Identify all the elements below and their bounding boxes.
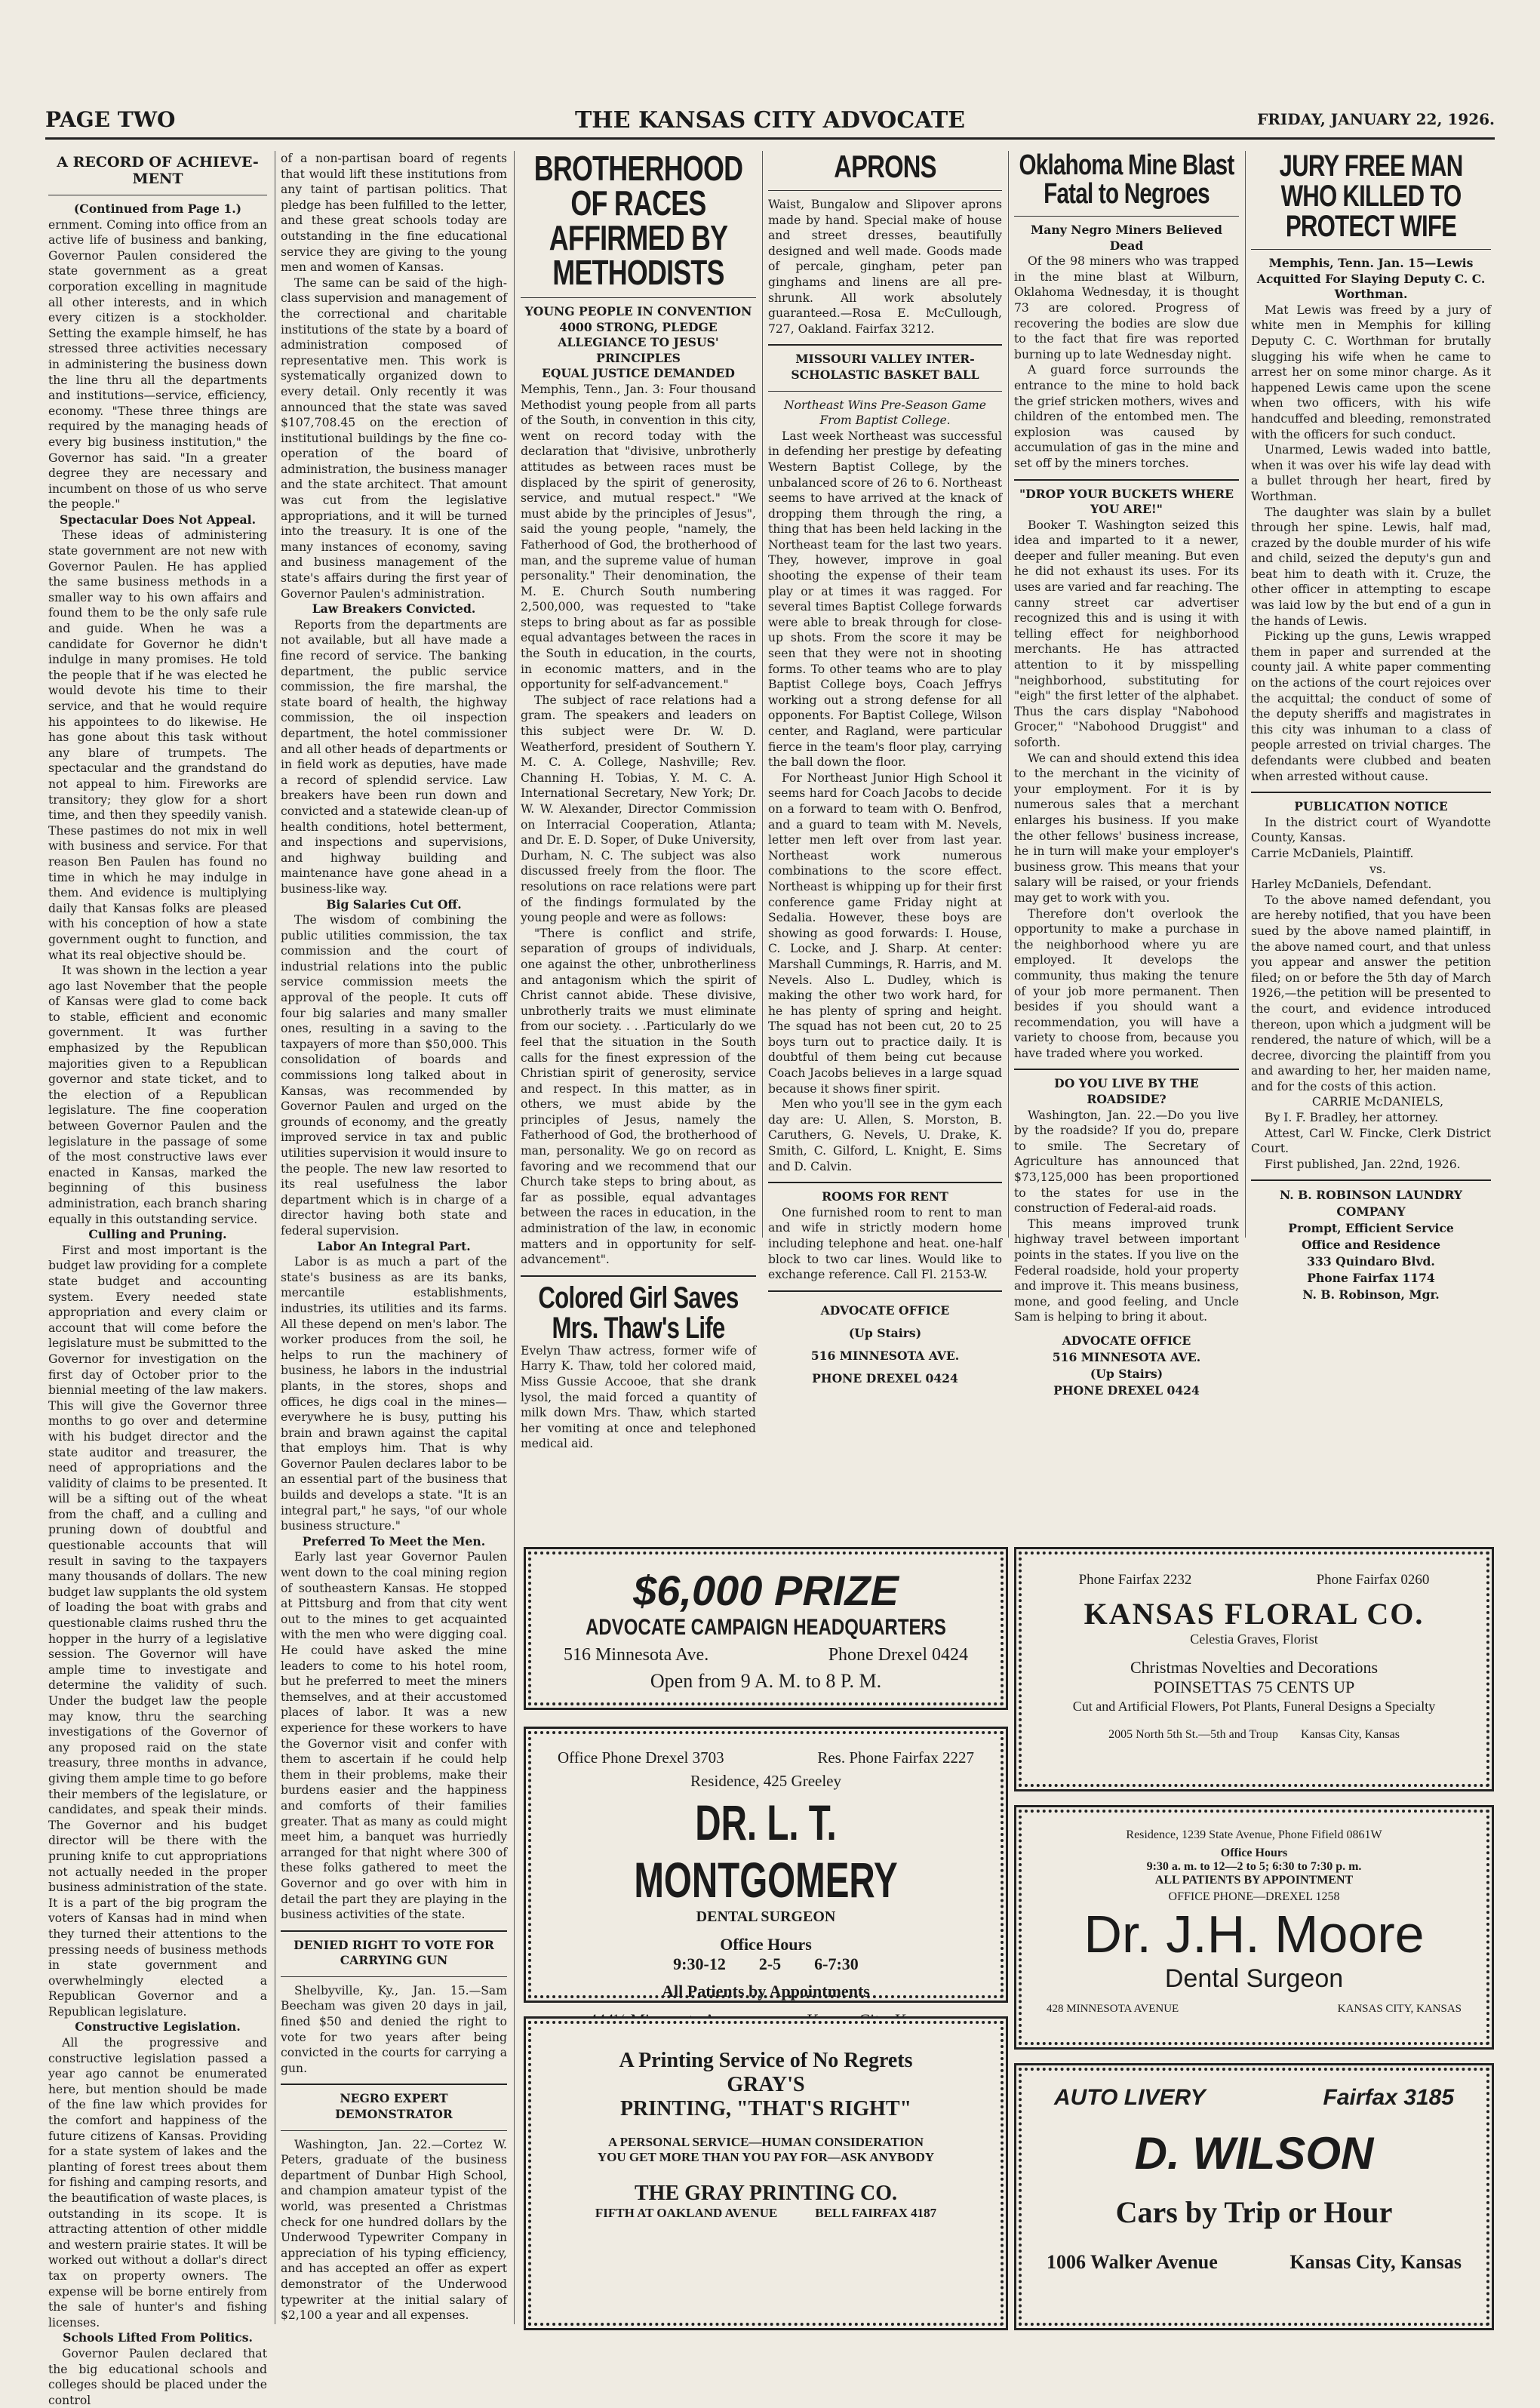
- article-paragraph: Men who you'll see in the gym each day are: U. Allen, S. Morston, B. Caruthers, G. Nevels, U. Drake, K. Smith, C. Gilford, L. Knight, E. Sims and D. Calvin.: [768, 1097, 1002, 1173]
- article-paragraph: The same can be said of the high-class supervision and management of the correctional and charitable institutions of the state by a board of administration composed of representative men. This work is systematically organized down to every detail. Only recently it was announced that the state was saved $107,708.45 on the erection of institutional buildings by the fine co-operation of the board of administration, the business manager and the state architect. That amount was cut from the legislative appropriations, and it will be turned into the treasury. It is one of the many instances of economy, saving and business management of the state's affairs during the first year of Governor Paulen's administration.: [281, 275, 507, 601]
- article-headline: PUBLICATION NOTICE: [1294, 799, 1448, 814]
- gray-printing-ad: A Printing Service of No Regrets GRAY'S PRINTING, "THAT'S RIGHT" A PERSONAL SERVICE—HUMAN CONSIDERATION YOU GET MORE THAN YOU PAY FOR—ASK ANYBODY THE GRAY PRINTING CO. FIFTH AT OAKLAND AVENUE BELL FAIRFAX 4187: [524, 2016, 1008, 2330]
- article-paragraph: Waist, Bungalow and Slipover aprons made by hand. Special make of house and street dresses, beautifully designed and well made. Goods made of percale, gingham, peter pan ginghams and linens are all pre-shrunk. All work absolutely guaranteed.—Rosa E. McCullough, 727, Oakland. Fairfax 3212.: [768, 198, 1002, 336]
- subhead: Preferred To Meet the Men.: [302, 1533, 486, 1548]
- column-3: [521, 149, 756, 1451]
- article-paragraph: To the above named defendant, you are hereby notified, that you have been sued by the above named plaintiff, in the above named court, and that unless you appear and answer the petition filed; on or before the 5th day of March 1926,—the petition will be presented to the court, and evidence introduced thereon, upon which a judgment will be rendered, the nature of which, will be a decree, divorcing the plaintiff from you and awarding to her, her maiden name, and for the costs of this action.: [1251, 893, 1491, 1093]
- article-paragraph: Washington, Jan. 22.—Cortez W. Peters, graduate of the business department of Dunbar High School, and champion amateur typist of the world, was presented a Christmas check for one hundred dollars by the Underwood Typewriter Company in appreciation of his typing efficiency, and has accepted an offer as expert demonstrator of the Underwood typewriter at the initial salary of $2,100 a year and all expenses.: [281, 2137, 507, 2323]
- article-headline: DO YOU LIVE BY THE ROADSIDE?: [1054, 1076, 1199, 1107]
- article-paragraph: It was shown in the lection a year ago last November that the people of Kansas were glad to come back to stable, efficient and economic government. It was further emphasized by the Republican majorities given to a Republican governor and state ticket, and to the election of a Republican legislature. The fine cooperation between Governor Paulen and the legislature in the passage of some of the most constructive laws ever enacted in Kansas, marked the beginning of this business administration, each branch sharing equally in this outstanding service.: [48, 964, 267, 1226]
- advocate-office-box: ADVOCATE OFFICE 516 MINNESOTA AVE. (Up Stairs) PHONE DREXEL 0424: [1052, 1333, 1201, 1398]
- article-paragraph: The subject of race relations had a gram. The speakers and leaders on this subject were Dr. W. D. Weatherford, president of Southern Y. M. C. A. College, Nashville; Rev. Channing H. Tobias, Y. M. C. A. International Secretary, New York; Dr. W. W. Alexander, Director Commission on Interracial Cooperation, Atlanta; and Dr. E. D. Soper, of Duke University, Durham, N. C. The subject was also discussed freely from the floor. The resolutions on race relations were part of the findings formulated by the young people and were as follows:: [521, 693, 756, 925]
- subhead: Constructive Legislation.: [75, 2019, 241, 2034]
- laundry-ad: N. B. ROBINSON LAUNDRY COMPANY Prompt, Efficient Service Office and Residence 333 Quindaro Blvd. Phone Fairfax 1174 N. B. Robinson, Mgr.: [1280, 1188, 1462, 1302]
- deck: YOUNG PEOPLE IN CONVENTION 4000 STRONG, PLEDGE ALLEGIANCE TO JESUS' PRINCIPLES: [524, 304, 752, 365]
- continued-line: (Continued from Page 1.): [73, 201, 242, 216]
- advocate-office-box: ADVOCATE OFFICE (Up Stairs) 516 MINNESOTA AVE. PHONE DREXEL 0424: [810, 1302, 960, 1385]
- subhead: Culling and Pruning.: [88, 1227, 227, 1242]
- montgomery-ad: Office Phone Drexel 3703 Res. Phone Fairfax 2227 Residence, 425 Greeley DR. L. T. MONTGOMERY DENTAL SURGEON Office Hours 9:30-12 2-5 6-7:30 All Patients by Appointments: [524, 1727, 1008, 2003]
- issue-date: FRIDAY, JANUARY 22, 1926.: [1257, 110, 1495, 128]
- column-1: [48, 151, 267, 2407]
- article-paragraph: Labor is as much a part of the state's business as are its banks, mercantile establishments, industries, its utilities and its farms. All these depend on men's labor. The worker produces from the soil, he helps to run the machinery of business, he labors in the industrial plants, in the stores, shops and offices, he digs coal in the mines—everywhere he is busy, putting his brain and brawn against the capital that employs him. That is why Governor Paulen declares labor to be an essential part of the business that builds and develops a state. "It is an integral part," he says, "of our whole business structure.": [281, 1255, 507, 1533]
- subhead: Spectacular Does Not Appeal.: [59, 512, 256, 527]
- article-paragraph: of a non-partisan board of regents that would lift these institutions from any taint of partisan politics. That pledge has been fulfilled to the letter, and these great schools today are outstanding in the fine educational service they are giving to the young men and women of Kansas.: [281, 152, 507, 275]
- article-paragraph: Picking up the guns, Lewis wrapped them in paper and surrended at the county jail. A white paper commenting on the actions of the court rejoices over the acquittal; the conduct of some of the deputy sheriffs and magistrates in this city was inhuman to a class of people arrested on trivial charges. The defendants were clubbed and beaten when arrested without cause.: [1251, 629, 1491, 783]
- article-headline: DENIED RIGHT TO VOTE FOR CARRYING GUN: [294, 1937, 494, 1968]
- article-paragraph: One furnished room to rent to man and wife in strictly modern home including telephone and heat. one-half block to two car lines. Would like to exchange reference. Call Fl. 2153-W.: [768, 1205, 1002, 1282]
- article-headline: A RECORD OF ACHIEVE-MENT: [57, 154, 259, 187]
- article-paragraph: These ideas of administering state government are not new with Governor Paulen. He has applied the same business methods in a smaller way to his own affairs and found them to be the only safe rule and guide. When he was a candidate for Governor he didn't indulge in many promises. He told the people that if he was elected he would devote his time to their service, and that he would require his appointees to do likewise. He has gone about this task without any blare of trumpets. The spectacular and the grandstand do not appeal to him. Fireworks are transitory; they glow for a short time, and then they speedily vanish. These pastimes do not mix in well with business and service. For that reason Ben Paulen has found no time in which he may indulge in them. And evidence is multiplying daily that Kansas folks are pleased with his conception of how a state government ought to function, and what its real objective should be.: [48, 528, 267, 962]
- article-paragraph: Of the 98 miners who was trapped in the mine blast at Wilburn, Oklahoma Wednesday, it is thought 73 are colored. Progress of recovering the bodies are slow due to the fact that fire was reported burning up to late Wednesday night.: [1014, 254, 1239, 361]
- article-paragraph: The wisdom of combining the public utilities commission, the tax commission and the court of industrial relations into the public service commission meets the approval of the people. It cuts off four big salaries and many smaller ones, resulting in a saving to the taxpayers of more than $50,000. This consolidation of boards and commissions long talked about in Kansas, was recommended by Governor Paulen and urged on the grounds of economy, and the greatly improved service in tax and public utilities supervision it would insure to the people. The new law resorted to its real usefulness the labor department which is in charge of a director having both state and federal supervision.: [281, 913, 507, 1238]
- article-paragraph: Evelyn Thaw actress, former wife of Harry K. Thaw, told her colored maid, Miss Gussie Accooe, that she drank lysol, the maid forced a quantity of milk down Mrs. Thaw, which started her vomiting at once and telephoned medical aid.: [521, 1343, 756, 1451]
- kansas-floral-ad: Phone Fairfax 2232 Phone Fairfax 0260 KANSAS FLORAL CO. Celestia Graves, Florist Christmas Novelties and Decorations POINSETTAS 75 CENTS UP Cut and Artificial Flowers, Pot Plants, Funeral Designs a Specialty 2005 North 5th St.—5th and Troup Kansas City, Kansas: [1014, 1547, 1494, 1791]
- deck: Northeast Wins Pre-Season Game From Baptist College.: [783, 398, 987, 428]
- article-paragraph: Harley McDaniels, Defendant.: [1251, 878, 1432, 892]
- column-divider: [514, 151, 515, 2324]
- deck: Many Negro Miners Believed Dead: [1031, 223, 1222, 253]
- subhead: Big Salaries Cut Off.: [326, 896, 462, 912]
- prize-ad: $6,000 PRIZE ADVOCATE CAMPAIGN HEADQUARTERS 516 Minnesota Ave. Phone Drexel 0424 Open from 9 A. M. to 8 P. M.: [524, 1547, 1008, 1710]
- article-headline: ROOMS FOR RENT: [822, 1189, 948, 1204]
- article-paragraph: Attest, Carl W. Fincke, Clerk District Court.: [1251, 1126, 1491, 1156]
- article-paragraph: Shelbyville, Ky., Jan. 15.—Sam Beecham was given 20 days in jail, fined $50 and denied the right to vote for two years after being convicted in the courts for carrying a gun.: [281, 1983, 507, 2075]
- article-paragraph: We can and should extend this idea to the merchant in the vicinity of your employment. For it is by numerous sales that a merchant enlarges his business. If you make the other fellows' business increase, he in turn will make your employer's business grow. This means that your salary will be raised, or your friends may get to work with you.: [1014, 751, 1239, 905]
- article-paragraph: Governor Paulen declared that the big educational schools and colleges should be placed under the control: [48, 2346, 267, 2407]
- column-2: [281, 151, 507, 2332]
- article-headline: MISSOURI VALLEY INTER-SCHOLASTIC BASKET BALL: [791, 352, 979, 382]
- article-headline: JURY FREE MAN WHO KILLED TO PROTECT WIFE: [1279, 149, 1463, 243]
- article-paragraph: For Northeast Junior High School it seems hard for Coach Jacobs to decide on a forward to team with O. Benfrod, and a guard to team with M. Nevels, letter men left over from last year. Northeast work numerous combinations to the score effect. Northeast is whipping up for their first conference game Friday night at Sedalia. However, these boys are showing as good forwards: I. House, C. Locke, and J. Sharp. At center: Marshall Cummings, R. Harris, and M. Nevels. Also L. Dudley, which is making the other two work hard, for he has plenty of spring and height. The squad has not been cut, 20 to 25 boys turn out to practice daily. It is doubtful of them being cut because Coach Jacobs believes in a large squad because it shows finer spirit.: [768, 770, 1002, 1096]
- masthead: [45, 103, 1495, 140]
- article-paragraph: Memphis, Tenn., Jan. 3: Four thousand Methodist young people from all parts of the South, in convention in this city, went on record today with the declaration that "divisive, unbrotherly attitudes as between races must be displaced by the spirit of generosity, service, and mutual respect." "We must abide by the principles of Jesus", said the young people, "namely, the Fatherhood of God, the brotherhood of man, and the supreme value of human personality." Their denomination, the M. E. Church South numbering 2,500,000, was requested to "take steps to bring about as far as possible equal advantages between the races in the South in education, in the courts, in economic matters, and in the opportunity for self-advancement.": [521, 382, 756, 692]
- page-label: PAGE TWO: [45, 107, 176, 132]
- article-paragraph: Unarmed, Lewis waded into battle, when it was over his wife lay dead with a bullet through her heart, fired by Worthman.: [1251, 443, 1491, 503]
- article-paragraph: Carrie McDaniels, Plaintiff.: [1251, 846, 1414, 860]
- article-headline: APRONS: [834, 149, 936, 184]
- article-paragraph: Last week Northeast was successful in defending her prestige by defeating Western Baptist College, by the unbalanced score of 26 to 6. Northeast seems to have arrived at the knack of dropping them through the ring, a thing that has been held lacking in the Northeast team for the last two years. They, however, improve in goal shooting the expense of their team play or at times it was ragged. For several times Baptist College forwards were able to break through for close-up shots. From the score it may be seen that they were not in shooting forms. To other teams who are to play Baptist College boys, Coach Jeffrys working out a strong defense for all opponents. For Baptist College, Wilson center, and Ragland, were particular fierce in the team's floor play, carrying the ball down the floor.: [768, 429, 1002, 770]
- subhead: Law Breakers Convicted.: [312, 601, 476, 617]
- column-4: [768, 149, 1002, 1385]
- deck: EQUAL JUSTICE DEMANDED: [542, 366, 735, 381]
- article-paragraph: A guard force surrounds the entrance to the mine to hold back the grief stricken mothers, wives and children of the entombed men. The explosion was caused by accumulation of gas in the mine and set off by the miners torches.: [1014, 363, 1239, 470]
- article-paragraph: CARRIE McDANIELS,: [1311, 1095, 1444, 1109]
- subhead: Labor An Integral Part.: [317, 1238, 471, 1253]
- column-divider: [1008, 151, 1009, 1238]
- article-paragraph: By I. F. Bradley, her attorney.: [1265, 1111, 1438, 1125]
- article-paragraph: First published, Jan. 22nd, 1926.: [1265, 1157, 1461, 1171]
- article-headline: "DROP YOUR BUCKETS WHERE YOU ARE!": [1019, 486, 1234, 517]
- article-paragraph: In the district court of Wyandotte County, Kansas.: [1251, 815, 1491, 845]
- article-headline: Colored Girl Saves Mrs. Thaw's Life: [538, 1281, 739, 1345]
- auto-livery-ad: AUTO LIVERY Fairfax 3185 D. WILSON Cars by Trip or Hour 1006 Walker Avenue Kansas City, Kansas: [1014, 2063, 1494, 2330]
- column-5: [1014, 149, 1239, 1398]
- article-paragraph: Reports from the departments are not available, but all have made a fine record of service. The banking department, the public service commission, the fire marshal, the state board of health, the highway commission, the oil inspection department, the hotel commissioner and all other heads of departments or in field work as deputies, have made a record of splendid service. Law breakers have been run down and convicted and a statewide clean-up of health conditions, hotel betterment, and inspections and supervisions, and highway building and maintenance have gone ahead in a business-like way.: [281, 617, 507, 896]
- moore-dentist-ad: Residence, 1239 State Avenue, Phone Fifield 0861W Office Hours 9:30 a. m. to 12—2 to 5; 6:30 to 7:30 p. m. ALL PATIENTS BY APPOINTMENT OFFICE PHONE—DREXEL 1258 Dr. J.H. Moore Dental Surgeon 428 MINNESOTA AVENUE KANSAS CITY, KANSAS: [1014, 1805, 1494, 2050]
- article-paragraph: ernment. Coming into office from an active life of business and banking, Governor Paulen considered the state government as a great corporation excelling in magnitude all other interests, and in which every citizen is a stockholder. Setting the example himself, he has stressed three activities necessary in administering the business down the line thru all the departments and institutions—service, efficiency, economy. "These three things are required by the managing heads of every big business institution," the Governor has said. "In a greater degree they are necessary and incumbent on those of us who serve the people.": [48, 217, 267, 512]
- article-paragraph: Therefore don't overlook the opportunity to make a purchase in the neighborhood where yu are employed. It develops the community, thus making the tenure of your job more permanent. Then besides if you should want a recommendation, you will have a variety to choose from, because you have traded where you worked.: [1014, 906, 1239, 1060]
- deck: Memphis, Tenn. Jan. 15—Lewis Acquitted For Slaying Deputy C. C. Worthman.: [1256, 256, 1486, 302]
- column-6: [1251, 149, 1491, 1302]
- article-paragraph: All the progressive and constructive legislation passed a year ago cannot be enumerated here, but mention should be made of the fine law which provides for the comfort and happiness of the future citizens of Kansas. Providing for a state system of lakes and the planting of forest trees about them for fishing and camping resorts, and the beautification of waste places, is outstanding in its scope. It is attracting attention of other middle and western prairie states. It will be worked out without a dollar's direct tax on property owners. The expense will be borne entirely from the sale of hunter's and fishing licenses.: [48, 2036, 267, 2330]
- article-paragraph: The daughter was slain by a bullet through her spine. Lewis, half mad, crazed by the double murder of his wife and child, seized the deputy's gun and beat him to death with it. Cruze, the other officer in attempting to escape was laid low by the but end of a gun in the hands of Lewis.: [1251, 505, 1491, 628]
- article-paragraph: Washington, Jan. 22.—Do you live by the roadside? If you do, prepare to smile. The Secretary of Agriculture has announced that $73,125,000 has been proportioned to the states for use in the construction of Federal-aid roads.: [1014, 1108, 1239, 1216]
- article-paragraph: vs.: [1369, 862, 1386, 876]
- article-paragraph: Mat Lewis was freed by a jury of white men in Memphis for killing Deputy C. C. Worthman for brutally slugging his wife when he came to arrest her on some minor charge. As it happened Lewis came upon the scene when two officers, with his wife handcuffed and bleeding, remonstrated with the officers for such conduct.: [1251, 303, 1491, 441]
- article-headline: Oklahoma Mine Blast Fatal to Negroes: [1019, 149, 1234, 210]
- article-headline: NEGRO EXPERT DEMONSTRATOR: [335, 2091, 453, 2122]
- article-headline: BROTHERHOOD OF RACES AFFIRMED BY METHODISTS: [533, 149, 743, 292]
- subhead: Schools Lifted From Politics.: [63, 2330, 253, 2345]
- article-paragraph: Booker T. Washington seized this idea and imparted to it a newer, deeper and fuller meaning. But even he did not exhaust its uses. For its uses are varied and far reaching. The canny street car advertiser recognized this and is using it with telling effect for neighborhood merchants. He has attracted attention to it by misspelling "neighborhood, substituting for "eigh" the first letter of the alphabet. Thus the cars display "Nabohood Grocer," "Nabohood Druggist" and soforth.: [1014, 518, 1239, 749]
- article-paragraph: This means improved trunk highway travel between important points in the states. If you live on the Federal roadside, hold your property and improve it. This means business, mone, and good feeling, and Uncle Sam is helping to bring it about.: [1014, 1216, 1239, 1324]
- column-divider: [1245, 151, 1246, 1238]
- column-divider: [762, 151, 763, 1238]
- article-paragraph: First and most important is the budget law providing for a complete state budget and accounting system. Every needed state appropriation and every claim or account that will come before the legislature must be submitted to the Governor for investigation on the first day of October prior to the biennial meeting of the law makers. This will give the Governor three months to go over and determine with his budget director and the state auditor and treasurer, the need of appropriations and the validity of claims to be presented. It will be a sifting out of the wheat from the chaff, and a culling and pruning down of doubtful and questionable accounts that will result in saving to the taxpayers many thousands of dollars. The new budget law supplants the old system of loading the boat with grabs and questionable claims rushed thru the hopper in the hurry of a legislative session. The Governor will have ample time to investigate and determine the validity of such. Under the budget law the people may know, thru the searching investigations of the Governor of any proposed raid on the state treasury, three months in advance, giving them ample time to go before their members of the legislature, or candidates, and speak their minds. The Governor and his budget director will be there with the pruning knife to cut appropriations not actually needed in the proper business administration of the state. It is a part of the big program the voters of Kansas had in mind when they turned their attentions to the pressing needs of business methods in state government and overwhelmingly elected a Republican Governor and a Republican legislature.: [48, 1243, 267, 2019]
- article-paragraph: "There is conflict and strife, separation of groups of individuals, one against the other, unbrotherliness and antagonism which the spirit of Christ cannot abide. These divisive, unbrotherly traits we must eliminate from our society. . . .Particularly do we feel that the situation in the South calls for the finest expression of the Christian spirit of generosity, service and respect. In this matter, as in others, we must abide by the principles of Jesus, namely the Fatherhood of God, the brotherhood of man, personality. We go on record as favoring and we recommend that our Church take steps to bring about, as far as possible, equal advantages between the races in education, in the administration of the law, in economic matters and in opportunity for self-advancement".: [521, 926, 756, 1267]
- paper-title: THE KANSAS CITY ADVOCATE: [574, 107, 966, 134]
- article-paragraph: Early last year Governor Paulen went down to the coal mining region of southeastern Kansas. He stopped at Pittsburg and from that city went out to the mines to get acquainted with the men who were digging coal. He could have asked the mine leaders to come to his hotel room, but he preferred to meet the miners themselves, and at their accustomed places of labor. It was a new experience for these workers to have the Governor visit and confer with them to ascertain if he could help them in their problems, make their burdens easier and the happiness and comforts of their families greater. That as many as could might meet him, a banquet was hurriedly arranged for that night where 300 of these folks gathered to meet the Governor and go over with him in detail the part they are playing in the business activities of the state.: [281, 1550, 507, 1922]
